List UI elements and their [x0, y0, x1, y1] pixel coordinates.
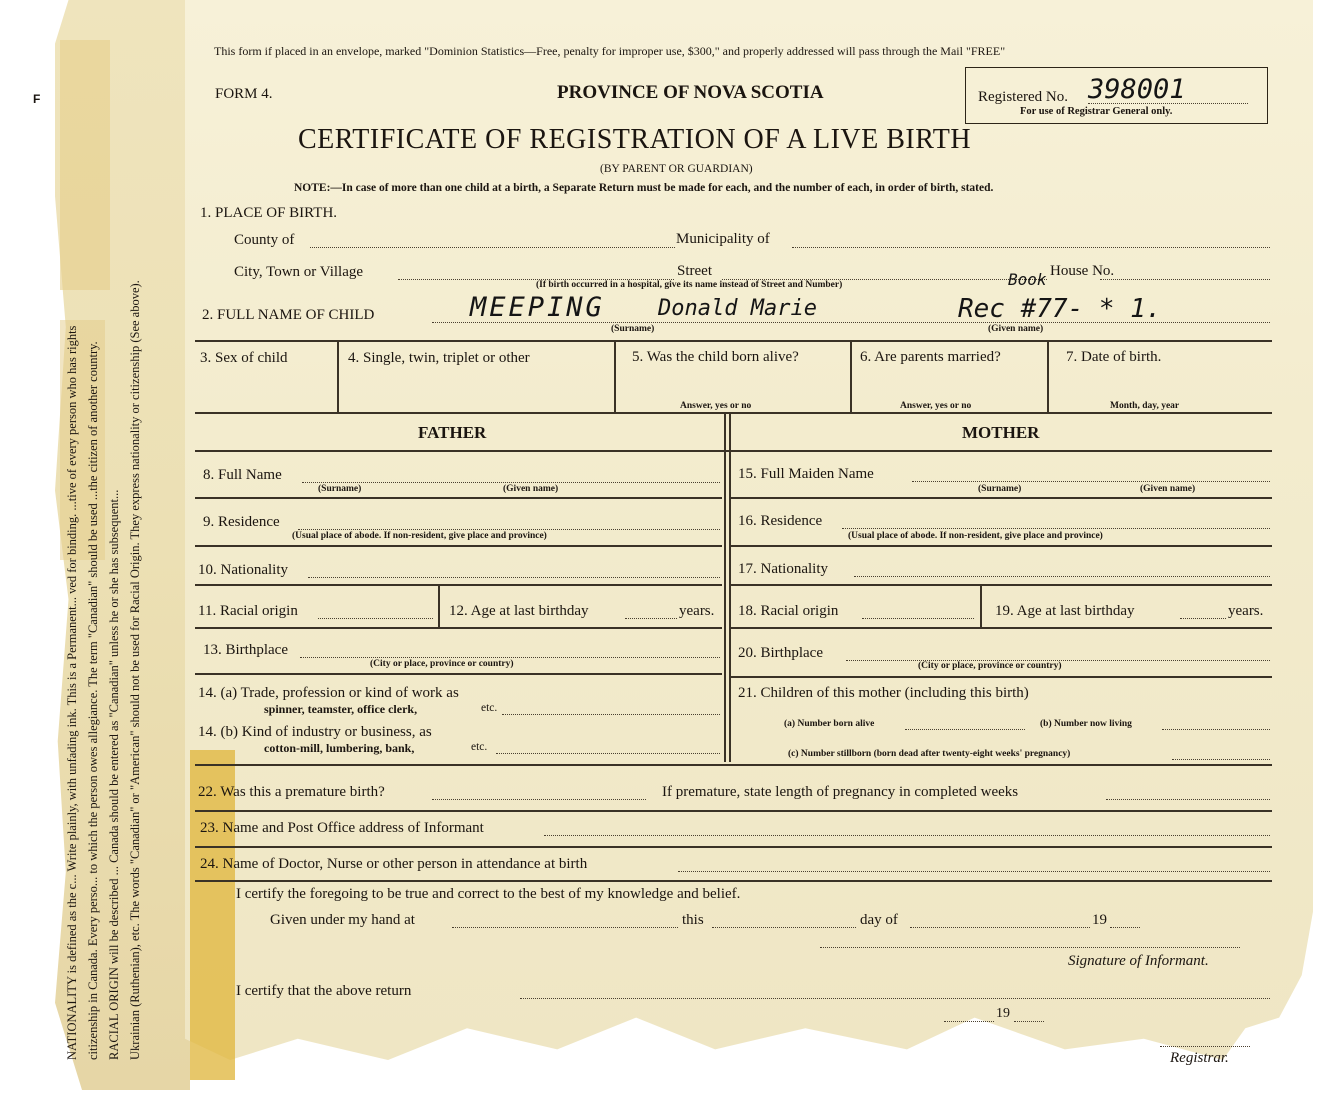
fill-line: [1088, 103, 1248, 104]
child-given-handwritten: Donald Marie: [658, 296, 817, 321]
etc-label: etc.: [481, 702, 498, 714]
mother-heading: MOTHER: [962, 423, 1040, 442]
mother-residence-label: 16. Residence: [738, 513, 823, 529]
plurality-label: 4. Single, twin, triplet or other: [348, 350, 530, 366]
margin-line: Ukrainian (Ruthenian), etc. The words "Canadian" or "American" should not be used for Racial Origin. They express nationality or citizenship (See above).: [128, 280, 142, 1060]
now-living-label: (b) Number now living: [1040, 719, 1132, 729]
rule: [614, 340, 616, 412]
day-field: [712, 927, 856, 928]
father-racial-origin-label: 11. Racial origin: [198, 603, 298, 619]
mother-racial-origin-label: 18. Racial origin: [738, 603, 839, 619]
mother-birthplace-label: 20. Birthplace: [738, 645, 823, 661]
surname-caption: (Surname): [318, 484, 362, 494]
child-surname-handwritten: MEEPING: [470, 292, 605, 323]
sex-label: 3. Sex of child: [200, 350, 288, 366]
father-racial-field: [318, 618, 433, 619]
year-prefix: 19: [1092, 912, 1107, 928]
city-label: City, Town or Village: [234, 264, 364, 280]
county-field: [310, 247, 675, 248]
now-living-field: [1162, 729, 1270, 730]
rule: [731, 627, 1272, 629]
edge-letter: F: [33, 92, 41, 106]
doctor-field: [678, 871, 1270, 872]
trade-examples: spinner, teamster, office clerk,: [264, 702, 418, 716]
book-note-handwritten: Book: [1008, 270, 1047, 289]
given-place-field: [452, 927, 678, 928]
father-birthplace-label: 13. Birthplace: [203, 642, 288, 658]
born-alive-field: [905, 729, 1025, 730]
given-name-caption: (Given name): [503, 484, 559, 494]
years-label: years.: [1228, 603, 1264, 619]
hospital-note: (If birth occurred in a hospital, give its name instead of Street and Number): [536, 280, 843, 290]
father-heading: FATHER: [418, 423, 487, 442]
rule: [731, 584, 1272, 586]
rule: [850, 340, 852, 412]
registrar-year-prefix: 19: [996, 1006, 1010, 1021]
mother-age-field: [1180, 618, 1226, 619]
industry-examples: cotton-mill, lumbering, bank,: [264, 741, 415, 755]
municipality-field: [792, 247, 1270, 248]
father-age-field: [625, 618, 677, 619]
premature-field: [432, 799, 646, 800]
residence-note: (Usual place of abode. If non-resident, give place and province): [292, 531, 547, 541]
rule: [195, 810, 1272, 812]
mother-residence-field: [842, 528, 1270, 529]
rule: [731, 497, 1272, 499]
registrar-year-field: [1014, 1021, 1044, 1022]
rule: [195, 880, 1272, 882]
child-name-label: 2. FULL NAME OF CHILD: [202, 307, 375, 323]
premature-length-label: If premature, state length of pregnancy in completed weeks: [662, 784, 1019, 800]
residence-note: (Usual place of abode. If non-resident, give place and province): [848, 531, 1103, 541]
day-of-label: day of: [860, 912, 898, 928]
informant-field: [544, 835, 1270, 836]
margin-instructions: [62, 60, 146, 1060]
rule: [980, 584, 982, 627]
rule: [195, 412, 1272, 414]
premature-length-field: [1106, 799, 1270, 800]
birthplace-note: (City or place, province or country): [918, 661, 1062, 671]
margin-line: NATIONALITY is defined as the c... Write plainly, with unfading ink. This is a Permanent... ved for binding. ...tive of every person who has rights: [65, 325, 79, 1060]
mother-nationality-label: 17. Nationality: [738, 561, 828, 577]
year-field: [1110, 927, 1140, 928]
form-number: FORM 4.: [215, 86, 273, 102]
this-label: this: [682, 912, 704, 928]
surname-caption: (Surname): [978, 484, 1022, 494]
born-alive-label: 5. Was the child born alive?: [632, 349, 799, 365]
municipality-label: Municipality of: [676, 231, 770, 247]
street-label: Street: [677, 263, 712, 279]
rule: [724, 412, 726, 762]
registered-number: 398001: [1088, 74, 1186, 105]
mother-age-label: 19. Age at last birthday: [995, 603, 1135, 619]
rule: [438, 584, 440, 627]
mother-nationality-field: [854, 576, 1270, 577]
doctor-label: 24. Name of Doctor, Nurse or other person in attendance at birth: [200, 856, 588, 872]
father-nationality-field: [308, 577, 720, 578]
parents-married-label: 6. Are parents married?: [860, 349, 1001, 365]
date-caption: Month, day, year: [1110, 401, 1180, 411]
county-label: County of: [234, 232, 295, 248]
father-residence-label: 9. Residence: [203, 514, 280, 530]
province-heading: PROVINCE OF NOVA SCOTIA: [557, 82, 824, 103]
registrar-caption: Registrar.: [1170, 1050, 1229, 1066]
registered-label: Registered No.: [978, 89, 1068, 105]
rule: [195, 545, 722, 547]
years-label: years.: [679, 603, 715, 619]
stillborn-label: (c) Number stillborn (born dead after twenty-eight weeks' pregnancy): [788, 749, 1071, 759]
certify-statement: I certify the foregoing to be true and correct to the best of my knowledge and belief.: [236, 886, 741, 902]
registrar-certify: I certify that the above return: [236, 983, 412, 999]
mail-notice: This form if placed in an envelope, marked "Dominion Statistics—Free, penalty for improper use, $300," and properly addressed will pass through the Mail "FREE": [214, 44, 1006, 58]
margin-line: citizenship in Canada. Every perso... to which the person owes allegiance. The term "Canadian" should be used ...the citizen of another country.: [86, 341, 100, 1060]
rule: [195, 584, 722, 586]
certificate-subtitle: (BY PARENT OR GUARDIAN): [600, 163, 753, 175]
given-name-caption: (Given name): [988, 324, 1044, 334]
mother-name-field: [912, 481, 1270, 482]
certificate-title: CERTIFICATE OF REGISTRATION OF A LIVE BIRTH: [298, 124, 972, 155]
house-field: [1100, 279, 1270, 280]
given-name-caption: (Given name): [1140, 484, 1196, 494]
rule: [195, 627, 722, 629]
month-field: [910, 927, 1090, 928]
rule: [731, 676, 1272, 678]
father-industry-field: [496, 753, 720, 754]
father-birthplace-field: [300, 657, 720, 658]
record-ref-handwritten: Rec #77- * 1.: [958, 294, 1162, 324]
surname-caption: (Surname): [611, 324, 655, 334]
registrar-certify-field: [520, 998, 1270, 999]
date-of-birth-label: 7. Date of birth.: [1066, 349, 1162, 365]
father-name-field: [302, 482, 720, 483]
mother-racial-field: [862, 618, 974, 619]
signature-informant-caption: Signature of Informant.: [1068, 953, 1209, 969]
multiple-birth-note: NOTE:—In case of more than one child at a birth, a Separate Return must be made for each, and the number of each, in order of birth, stated.: [294, 182, 994, 194]
etc-label: etc.: [471, 741, 488, 753]
rule: [337, 340, 339, 412]
father-trade-field: [502, 714, 720, 715]
father-trade-label: 14. (a) Trade, profession or kind of work as: [198, 685, 459, 701]
born-alive-label: (a) Number born alive: [784, 719, 875, 729]
birthplace-note: (City or place, province or country): [370, 659, 514, 669]
margin-line: RACIAL ORIGIN will be described ... Canada should be entered as "Canadian" unless he or she has subsequent...: [107, 489, 121, 1060]
rule: [195, 846, 1272, 848]
rule: [195, 450, 1272, 452]
place-of-birth-heading: 1. PLACE OF BIRTH.: [200, 205, 338, 221]
mother-maiden-name-label: 15. Full Maiden Name: [738, 466, 874, 482]
rule: [195, 764, 1272, 766]
informant-label: 23. Name and Post Office address of Informant: [200, 820, 484, 836]
answer-caption: Answer, yes or no: [900, 401, 972, 411]
registrar-use-note: For use of Registrar General only.: [1020, 106, 1173, 117]
registrar-signature-line: [1160, 1046, 1250, 1047]
rule: [731, 545, 1272, 547]
given-under-hand-label: Given under my hand at: [270, 912, 415, 928]
father-age-label: 12. Age at last birthday: [449, 603, 589, 619]
rule: [195, 673, 722, 675]
father-full-name-label: 8. Full Name: [203, 467, 282, 483]
rule: [195, 340, 1272, 342]
stillborn-field: [1172, 759, 1270, 760]
father-residence-field: [298, 529, 720, 530]
mother-children-label: 21. Children of this mother (including this birth): [738, 685, 1029, 701]
father-industry-label: 14. (b) Kind of industry or business, as: [198, 724, 432, 740]
rule: [195, 497, 722, 499]
rule: [1047, 340, 1049, 412]
father-nationality-label: 10. Nationality: [198, 562, 288, 578]
premature-label: 22. Was this a premature birth?: [198, 784, 385, 800]
answer-caption: Answer, yes or no: [680, 401, 752, 411]
signature-line: [820, 947, 1240, 948]
rule: [729, 412, 731, 762]
house-label: House No.: [1050, 263, 1115, 279]
registrar-date-field: [944, 1021, 994, 1022]
